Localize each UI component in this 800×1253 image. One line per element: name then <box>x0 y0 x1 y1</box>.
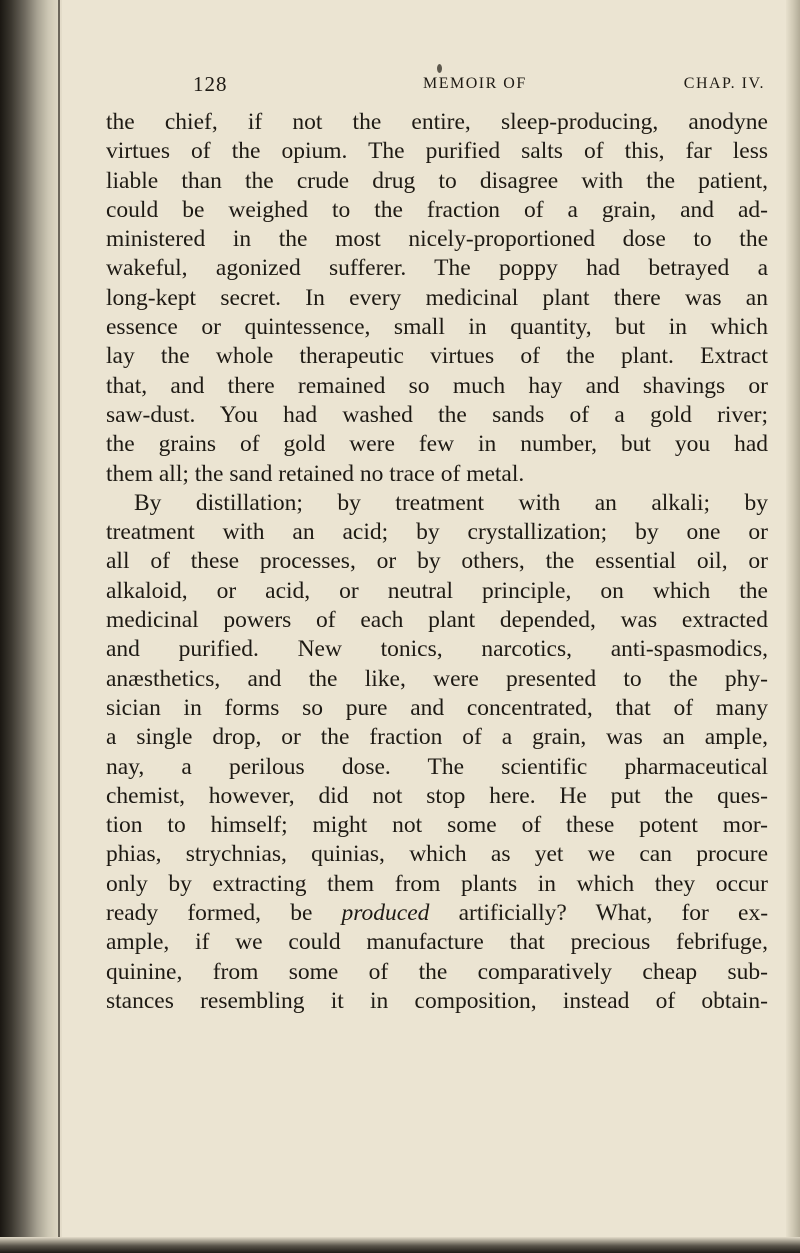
text-line: phias, strychnias, quinias, which as yet we can procure <box>106 841 768 868</box>
gutter-line <box>58 0 60 1253</box>
text-line: anæsthetics, and the like, were presented to the phy- <box>106 665 768 692</box>
text-line: wakeful, agonized sufferer. The poppy had betrayed a <box>106 255 768 282</box>
page-bottom-edge <box>0 1237 800 1253</box>
text-line: lay the whole therapeutic virtues of the plant. Extract <box>106 343 768 370</box>
text-line: a single drop, or the fraction of a grain, was an ample, <box>106 724 768 751</box>
text-line: ample, if we could manufacture that precious febrifuge, <box>106 929 768 956</box>
body-text <box>106 108 768 1016</box>
page-header <box>193 72 765 100</box>
text-line: medicinal powers of each plant depended, was extracted <box>106 607 768 634</box>
running-head: MEMOIR OF <box>423 75 527 92</box>
text-line: that, and there remained so much hay and shavings or <box>106 372 768 399</box>
text-line: stances resembling it in composition, instead of obtain- <box>106 987 768 1014</box>
text-line: By distillation; by treatment with an alkali; by <box>134 489 768 516</box>
text-line: only by extracting them from plants in which they occur <box>106 870 768 897</box>
text-line: alkaloid, or acid, or neutral principle, on which the <box>106 577 768 604</box>
text-segment: ready formed, be <box>106 900 313 927</box>
text-line: the grains of gold were few in number, but you had <box>106 431 768 458</box>
text-line: saw-dust. You had washed the sands of a gold river; <box>106 401 768 428</box>
text-line: liable than the crude drug to disagree with the patient, <box>106 167 768 194</box>
chapter-reference: CHAP. IV. <box>683 75 765 92</box>
text-line <box>106 899 768 928</box>
text-line: virtues of the opium. The purified salts of this, far less <box>106 138 768 165</box>
text-line: treatment with an acid; by crystallization; by one or <box>106 519 768 546</box>
text-line: essence or quintessence, small in quantity, but in which <box>106 314 768 341</box>
text-line: them all; the sand retained no trace of metal. <box>106 460 525 487</box>
book-binding <box>0 0 62 1253</box>
text-line: chemist, however, did not stop here. He put the ques- <box>106 782 768 809</box>
page-number: 128 <box>193 72 228 96</box>
page-edge <box>786 0 800 1253</box>
text-line: all of these processes, or by others, the essential oil, or <box>106 548 768 575</box>
text-line: could be weighed to the fraction of a grain, and ad- <box>106 196 768 223</box>
italic-word: produced <box>341 900 430 927</box>
text-line: quinine, from some of the comparatively cheap sub- <box>106 958 768 985</box>
text-line: tion to himself; might not some of these potent mor- <box>106 812 768 839</box>
text-line: sician in forms so pure and concentrated, that of many <box>106 694 768 721</box>
text-line: ministered in the most nicely-proportioned dose to the <box>106 226 768 253</box>
text-segment: artificially? What, for ex- <box>458 900 769 927</box>
text-line: long-kept secret. In every medicinal plant there was an <box>106 284 768 311</box>
text-line: and purified. New tonics, narcotics, anti-spasmodics, <box>106 636 768 663</box>
text-line: nay, a perilous dose. The scientific pharmaceutical <box>106 753 768 780</box>
text-line: the chief, if not the entire, sleep-producing, anodyne <box>106 109 768 135</box>
